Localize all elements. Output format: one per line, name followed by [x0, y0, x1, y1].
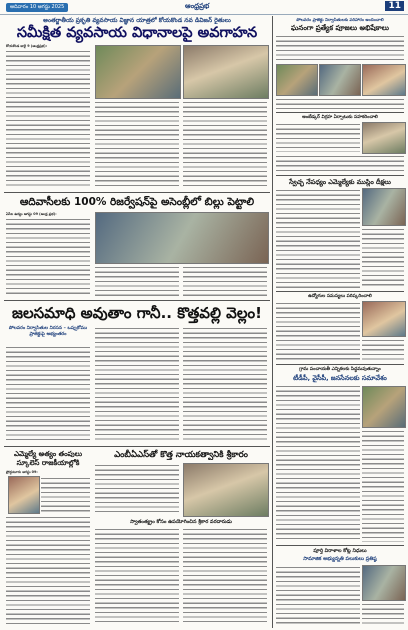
- story2-body-col2: [95, 265, 179, 297]
- story3-body-col3: [183, 326, 267, 443]
- divider: [276, 175, 404, 176]
- story1-body-col2: [95, 100, 179, 189]
- right2-headline: అంబేడ్కర్ విగ్రహ ఏర్పాటుకు సహకరించాలి: [302, 115, 378, 120]
- right1-photo-3: [362, 64, 406, 96]
- story2-body-col3: [183, 265, 267, 297]
- story3-body-col1: [6, 345, 90, 443]
- story2-headline: ఆదివాసీలకు 100% రిజర్వేషన్‌పై అసెంబ్లీలో బిల్లు పెట్టాలి: [19, 196, 255, 208]
- masthead-title: ఆంధ్రప్రభ: [185, 2, 210, 10]
- right5-body: [276, 384, 360, 542]
- story2-byline: ఏసీల ఉద్యం ఆగస్టు 09 (ఆంధ్ర ప్రభ):: [6, 212, 57, 216]
- story3-subheadline: పోలవరం నిర్వాసితుల నిరసన – ఒప్పుకోము ప్రాజెక్టుపై అభ్యంతరం: [8, 326, 88, 337]
- story1-headline: సమీక్షిత వ్యవసాయ విధానాలపై అవగాహన: [16, 25, 258, 41]
- right1-body: [276, 34, 404, 62]
- right6-headline: పూర్తి విరాళాల కోట్ల నిధులు: [313, 548, 367, 554]
- story5-body-col1: [95, 463, 179, 515]
- right6-body-2: [362, 602, 404, 625]
- right4-body-2: [362, 338, 404, 361]
- story1-photo-1: [95, 45, 181, 99]
- right6-subheadline: సామాజిక అభ్యున్నతి పలుకులు ప్రతిష్ఠ: [303, 556, 377, 562]
- story5-subheadline: స్వాతంత్య్రం కోసం ఉపయోగించిన శ్రీకార వరదారుడు: [130, 519, 232, 525]
- divider: [4, 446, 270, 447]
- right5-body-2: [362, 429, 404, 542]
- masthead-date: ఆదివారం 10 ఆగస్టు 2025: [6, 3, 68, 12]
- divider: [4, 300, 270, 301]
- right3-headline: స్వేచ్ఛ నేపధ్యం ఎమ్మెల్యేకు ముస్లిం దీక్షలు: [289, 178, 391, 186]
- story4-body-top: [41, 476, 90, 512]
- divider: [276, 112, 404, 113]
- right5-headline: గ్రామ పంచాయతీ ఎన్నికలకు సిద్ధమవుతున్నాం: [299, 367, 381, 372]
- divider: [276, 364, 404, 365]
- story5-photo: [183, 463, 269, 517]
- story4-portrait: [8, 476, 40, 514]
- story3-headline: జలసమాధి అవుతాం గానీ.. కొత్తవల్లి వెల్లం!: [12, 304, 262, 322]
- right6-photo: [362, 565, 406, 601]
- story1-photo-2: [183, 45, 269, 99]
- story4-body-col1: [6, 515, 90, 625]
- right2-photo: [362, 122, 406, 154]
- right3-body: [276, 188, 360, 288]
- right1-kicker: పోలవరం ప్రాజెక్టు నిర్వాసితులకు పరిహారం అందించాలి: [296, 17, 384, 22]
- right4-body: [276, 301, 360, 361]
- right1-headline: ఘనంగా ప్రత్యేక పూజలు అభిషేకాలు: [291, 24, 389, 32]
- right5-subheadline: టీడీపీ, వైసీపీ, జనసేనలకు సమావేశం: [293, 374, 387, 382]
- story2-body-col1: [6, 217, 90, 297]
- right1-photo-2: [319, 64, 361, 96]
- right2-body-2: [276, 154, 404, 172]
- story4-headline: ఎమ్మెల్యే అత్యం తంపులు స్కూలెస్ రాజకీయాల్లోకి: [13, 450, 83, 467]
- divider: [276, 545, 404, 546]
- right5-photo: [362, 386, 406, 428]
- divider: [276, 291, 404, 292]
- right6-body: [276, 565, 360, 625]
- story5-body-col2: [95, 527, 179, 625]
- story1-body-col1: [6, 49, 90, 189]
- right1-body-2: [276, 97, 404, 109]
- right4-headline: ఉద్యోగుల సమస్యలు పరిష్కరించాలి: [308, 294, 372, 299]
- right3-body-2: [362, 227, 404, 288]
- divider: [4, 192, 270, 193]
- column-divider: [272, 16, 273, 628]
- right3-photo: [362, 188, 406, 226]
- story3-body-col2: [95, 326, 179, 443]
- story1-byline: కోయకొండ జులై 9 (ఆంధ్రప్రభ):: [6, 44, 48, 48]
- story2-photo: [95, 212, 269, 264]
- story5-body-col3: [183, 527, 267, 625]
- right4-photo: [362, 301, 406, 337]
- story1-kicker: అంతర్జాతీయ ప్రకృతి వ్యవసాయ విజ్ఞాన యాత్రలో కోయకొండ నవ డివిజన్ రైతులు: [43, 17, 231, 24]
- story4-byline: ప్రోద్దుటూరు ఆగస్టు 09:: [6, 470, 38, 474]
- story1-body-col3: [183, 100, 267, 189]
- masthead: [0, 0, 408, 15]
- right2-body: [276, 122, 360, 152]
- story5-headline: ఎంబీఏఎస్‌తో కొత్త నాయకత్వానికి శ్రీకారం: [114, 450, 248, 460]
- right1-photo-1: [276, 64, 318, 96]
- page-number: 11: [385, 1, 404, 11]
